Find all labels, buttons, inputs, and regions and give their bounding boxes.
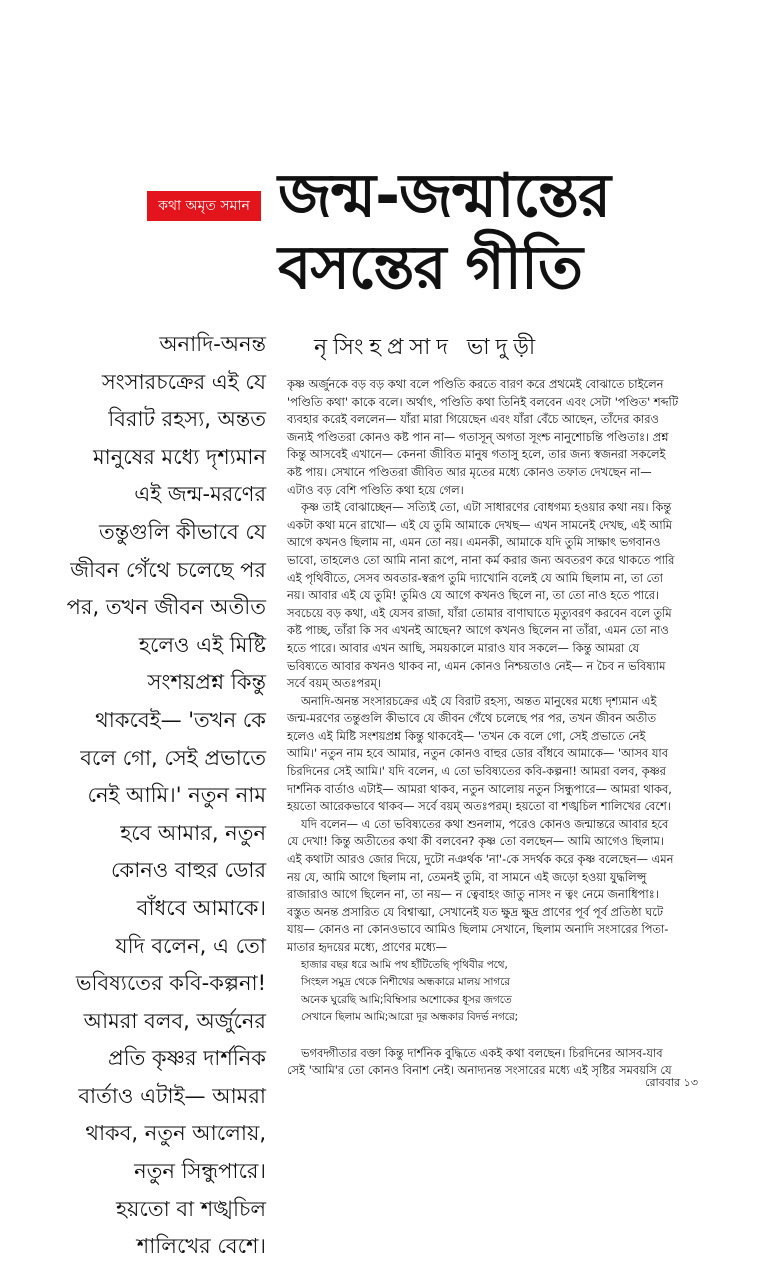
text-line: ভবিষ্যতে আবার কখনও থাকব না, এমন কোনও নিশ্চয়তাও নেই— ন চৈব ন ভবিষ্যাম [287,658,666,673]
paragraph-2 [287,499,747,693]
text-line: এটাও বড় বেশি পণ্ডিতি কথা হয়ে গেল। [287,482,464,497]
text-line: হাজার বছর ধরে আমি পথ হাঁটিতেছি পৃথিবীর পথে, [301,958,508,971]
text-line: একটা কথা মনে রাখো— এই যে তুমি আমাকে দেখছ— এখন সামনেই দেখছ, এই আমি [287,517,673,532]
text-line: জন্যই পণ্ডিতরা কোনও কষ্ট পান না— গতাসূন্ অগতা সূংশ্চ নানুশোচন্তি পণ্ডিতাঃ। প্রশ্ন [287,429,669,444]
text-line: বাঁধবে আমাকে। [136,895,266,920]
paragraph-3 [287,693,747,816]
text-line: মাতার হৃদয়ের মধ্যে, প্রাণের মধ্যে— [287,940,448,954]
text-line: কষ্ট পাচ্ছ, তাঁরা কি সব এখনই আছেন? আগে কখনও ছিলেন না তাঁরা, এমন তো নাও [287,623,669,638]
text-line: চিরদিনের সেই আমি।' যদি বলেন, এ তো ভবিষ্যতের কবি-কল্পনা! আমরা বলব, কৃষ্ণর [287,764,666,779]
text-line: অনাদি-অনন্ত সংসারচক্রের এই যে বিরাট রহস্য, অন্তত মানুষের মধ্যে দৃশ্যমান এই [301,693,657,708]
text-line: যায়— কোনও না কোনওভাবে আমিও ছিলাম সেখানে, ছিলাম অনাদি সংসারের পিতা- [287,922,669,937]
paragraph-1 [287,376,747,499]
text-line: জীবন গেঁথে চলেছে পর [70,557,266,582]
text-line: প্রতি কৃষ্ণর দার্শনিক [107,1046,266,1071]
text-line: সবচেয়ে বড় কথা, এই যেসব রাজা, যাঁরা তোমার বাণাঘাতে মৃত্যুবরণ করবেন বলে তুমি [287,605,672,620]
text-line: 'পণ্ডিতি কথা' কাকে বলে। অর্থাৎ, পণ্ডিতি কথা তিনিই বলবেন এবং সেটা 'পণ্ডিত' শব্দটি [287,394,679,409]
text-line: জন্ম-মরণের তন্তুগুলি কীভাবে যে জীবন গেঁথে চলেছে পর পর, তখন জীবন অতীত [287,711,656,726]
text-line: হবে আমার, নতুন [120,820,266,845]
text-line: ভবিষ্যতের কবি-কল্পনা! [75,971,266,996]
text-line: দার্শনিক বার্তাও এটাই— আমরা থাকব, নতুন আলোয় নতুন সিন্ধুপারে— আমরা থাকব, [287,781,672,796]
text-line: কোনও বাহুর ডোর [111,858,266,883]
text-line: যে দেখা! কিন্তু অতীতের কথা কী বলবেন? কৃষ্ণ তো বলছেন— আমি আগেও ছিলাম। [287,834,664,849]
text-line: এই জন্ম-মরণের [134,482,266,507]
text-line: কৃষ্ণ অর্জুনকে বড় বড় কথা বলে পণ্ডিতি করতে বারণ করে প্রথমেই বোঝাতে চাইলেন [287,377,664,391]
text-line: হতে পারে। আবার এখন আছি, সময়কালে মারাও যাব সকলে— কিন্তু আমরা যে [287,640,640,655]
text-line: সংসারচক্রের এই যে [101,369,266,394]
text-line: নয়। আবার এই যে তুমি! তুমিও যে আগে কখনও ছিলে না, তা তো নাও হতে পারে। [287,588,660,603]
text-line: আমরা বলব, অর্জুনের [83,1008,266,1033]
text-line: যদি বলেন, এ তো [115,933,266,958]
text-line: বস্তুত অনন্ত প্রসারিত যে বিশ্বাত্মা, সেখানেই যত ক্ষুদ্র ক্ষুদ্র প্রাণের পূর্ব পূর্ব প্রতিষ্ঠা ঘটে [287,904,664,919]
text-line: এই পৃথিবীতে, সেসব অবতার-স্বরূপ তুমি দ্যাখোনি বলেই যে আমি ছিলাম না, তা তো [287,570,663,585]
text-line: ভাবো, তাহলেও তো আমি নানা রূপে, নানা কর্ম করার জন্য অবতরণ করে থাকতে পারি [287,552,675,567]
text-line: আগে কখনও ছিলাম না, এমন তো নয়। এমনকী, আমাকে যদি তুমি সাক্ষাৎ ভগবানও [287,535,661,550]
text-line: বিরাট রহস্য, অন্তত [108,407,266,432]
paragraph-4 [287,816,747,957]
text-line: কষ্ট পায়। সেখানে পণ্ডিতরা জীবিত আর মৃতের মধ্যে কোনও তফাত দেখছেন না— [287,464,652,479]
poem-quote [287,957,747,1027]
text-line: শালিখের বেশে। [136,1234,266,1259]
text-line: মানুষের মধ্যে দৃশ্যমান [93,444,266,469]
text-line: নেই আমি।' নতুন নাম [87,783,266,808]
text-line: পর, তখন জীবন অতীত [66,595,266,620]
text-line: থাকবেই— 'তখন কে [95,707,266,732]
text-line: সিংহল সমুদ্র থেকে নিশীথের অন্ধকারে মালয় সাগরে [301,976,510,989]
text-line: আমি।' নতুন নাম হবে আমার, নতুন কোনও বাহুর ডোর বাঁধবে আমাকে— 'আসব যাব [287,746,669,761]
text-line: বলে গো, সেই প্রভাতে [80,745,266,770]
title-line: বসন্তের গীতি [278,233,583,303]
text-line: হলেও এই মিষ্টি [138,632,266,657]
text-line: রাজারাও আগে ছিলেন না, তা নয়— ন ত্বেবাহং জাতু নাসং ন ত্বং নেমে জনাধিপাঃ। [287,887,659,902]
title-line: জন্ম-জন্মান্তের [278,161,610,231]
text-line: এই কথাটা আরও জোর দিয়ে, দুটো নঞর্থক 'না'-কে সদর্থক করে কৃষ্ণ বলেছেন— এমন [287,852,674,867]
text-line: নয় যে, আমি আগে ছিলাম না, তেমনই তুমি, বা সামনে এই জড়ো হওয়া যুদ্ধলিপ্সু [287,869,647,884]
text-line: নতুন সিন্ধুপারে। [134,1159,266,1184]
text-line: হয়তো আরেকভাবে থাকব— সর্বে বয়ম্ অতঃপরম্। হয়তো বা শঙ্খচিল শালিখের বেশে। [287,799,671,814]
text-line: কিন্তু আসবেই এখানে— কেননা জীবিত মানুষ গতাসু হলে, তার জন্য স্বজনরা সকলেই [287,447,666,462]
text-line: হয়তো বা শঙ্খচিল [115,1196,266,1221]
text-line: ভগবদ্গীতার বক্তা কিন্তু দার্শনিক বুদ্ধিতে একই কথা বলছেন। চিরদিনের আসব-যাব [301,1045,663,1060]
pull-quote [60,326,266,1266]
article-body [287,376,747,1080]
text-line: যদি বলেন— এ তো ভবিষ্যতের কথা শুনলাম, পরেও কোনও জন্মান্তরে আবার হবে [301,816,669,831]
author-byline: নৃসিংহপ্রসাদ ভাদুড়ী [314,335,542,360]
section-tag: কথা অমৃত সমান [147,191,261,221]
text-line: কৃষ্ণ তাই বোঝাচ্ছেন— সত্যিই তো, এটা সাধারণের বোধগম্য হওয়ার কথা নয়। কিন্তু [301,500,672,515]
text-line: তন্তুগুলি কীভাবে যে [98,519,266,544]
text-line: অনাদি-অনন্ত [159,332,266,356]
text-line: বার্তাও এটাই— আমরা [78,1083,266,1108]
page-folio: রোববার ১৩ [645,1076,698,1089]
text-line: সংশয়প্রশ্ন কিন্তু [147,670,266,695]
article-title [278,160,610,304]
text-line: সর্বে বয়ম্ অতঃপরম্। [287,676,381,691]
text-line: সেখানে ছিলাম আমি;আরো দূর অন্ধকার বিদর্ভ নগরে; [301,1011,519,1024]
text-line: হলেও এই মিষ্টি সংশয়প্রশ্ন কিন্তু থাকবেই— 'তখন কে বলে গো, সেই প্রভাতে নেই [287,728,646,743]
text-line: অনেক ঘুরেছি আমি;বিম্বিসার অশোকের ধূসর জগতে [301,993,512,1006]
text-line: থাকব, নতুন আলোয়, [85,1121,266,1146]
text-line: সেই 'আমি'র তো কোনও বিনাশ নেই। অনাদ্যনন্ত সংসারের মধ্যে এই সৃষ্টির সমবয়সি যে [287,1063,672,1078]
text-line: ব্যবহার করেই বললেন— যাঁরা মারা গিয়েছেন এবং যাঁরা বেঁচে আছেন, তাঁদের কারও [287,412,659,427]
